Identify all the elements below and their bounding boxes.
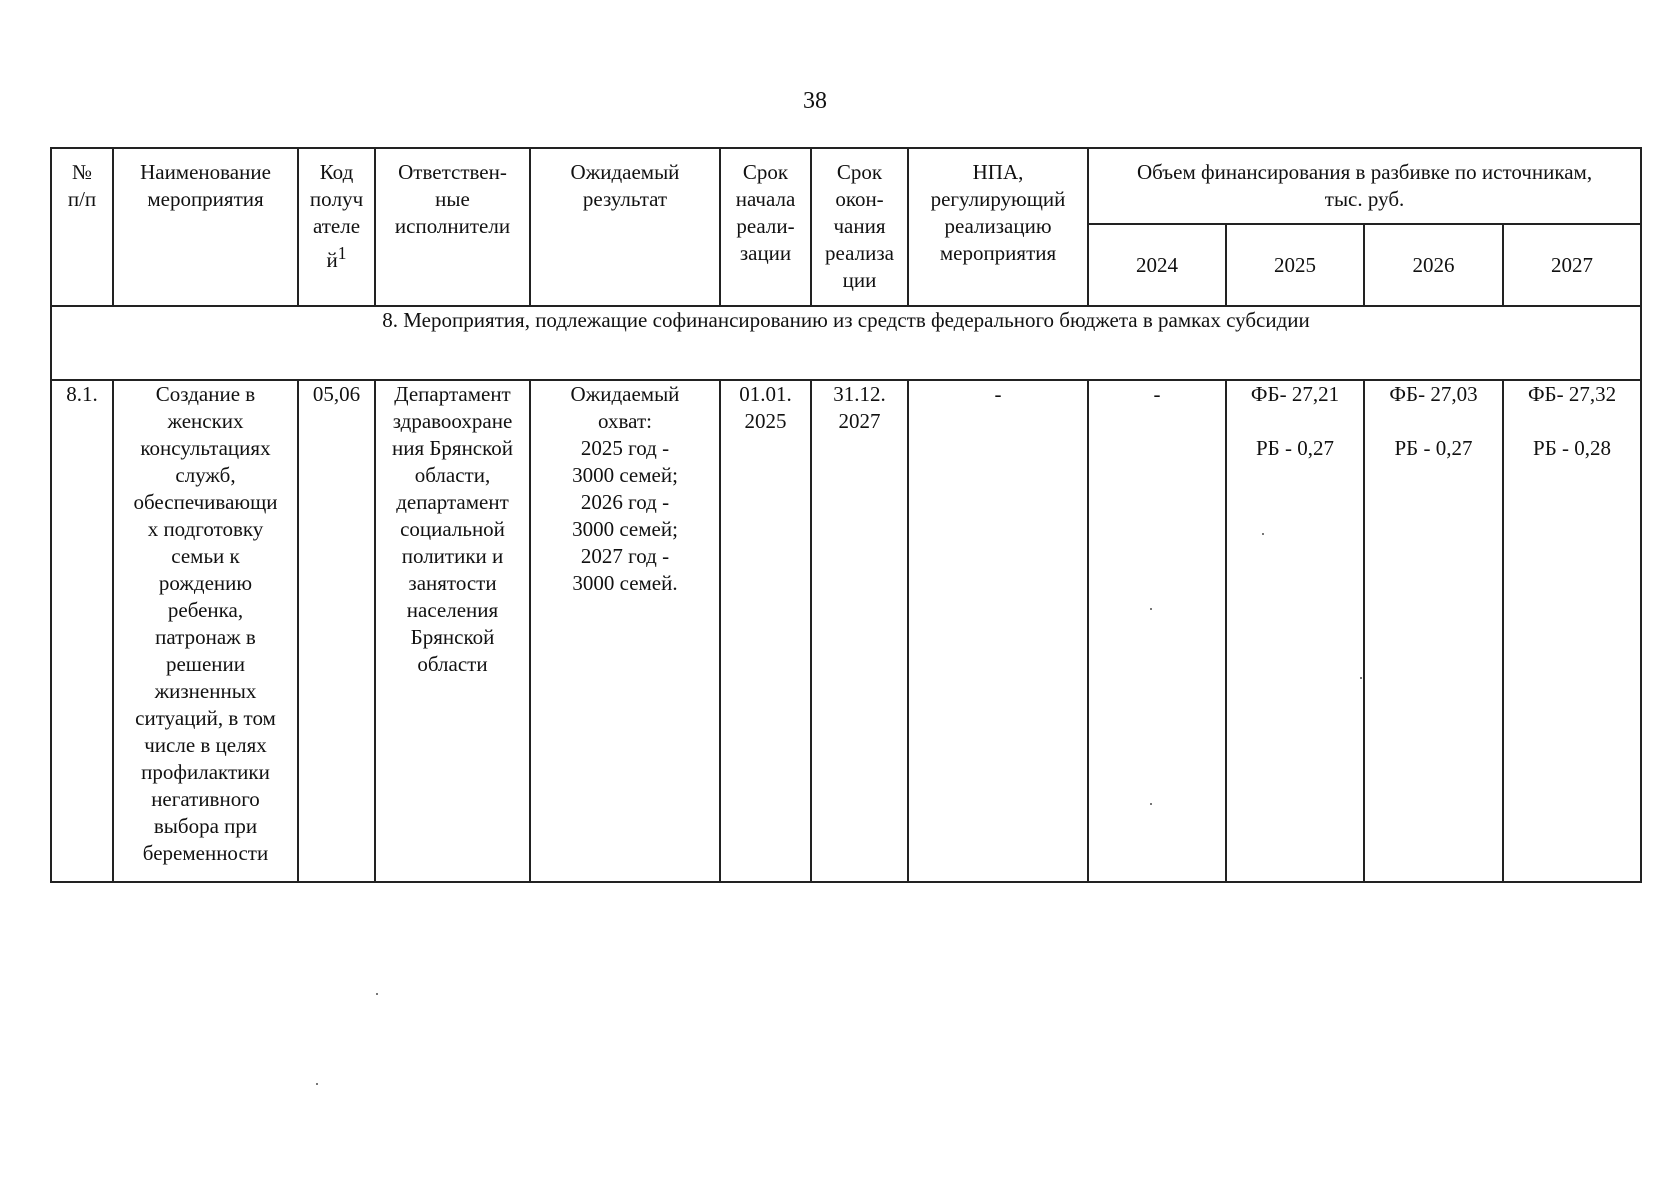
- row-2027-rb: РБ - 0,28: [1533, 436, 1611, 460]
- header-name: Наименование мероприятия: [113, 148, 298, 306]
- row-executors: Департамент здравоохране ния Брянской области, департамент социальной политики и занятости населения Брянской области: [375, 380, 530, 882]
- scan-speck: [1150, 608, 1152, 610]
- funding-table: [50, 147, 1642, 883]
- scan-speck: [1262, 533, 1264, 535]
- scan-speck: [376, 993, 378, 995]
- header-result: Ожидаемый результат: [530, 148, 720, 306]
- row-result: Ожидаемый охват: 2025 год - 3000 семей; 2026 год - 3000 семей; 2027 год - 3000 семей.: [530, 380, 720, 882]
- row-name: Создание в женских консультациях служб, обеспечивающи х подготовку семьи к рождению ребенка, патронаж в решении жизненных ситуаций, в том числе в целях профилактики негативного выбора при беременности: [113, 380, 298, 882]
- section-row: [51, 306, 1641, 380]
- header-row: [51, 148, 1641, 224]
- header-end: Срок окон- чания реализа ции: [811, 148, 908, 306]
- scan-speck: [316, 1083, 318, 1085]
- header-year-2024: 2024: [1088, 224, 1226, 306]
- row-2026-fb: ФБ- 27,03: [1389, 382, 1478, 406]
- row-num: 8.1.: [51, 380, 113, 882]
- header-funding: Объем финансирования в разбивке по источникам, тыс. руб.: [1088, 148, 1641, 224]
- header-start: Срок начала реали- зации: [720, 148, 811, 306]
- page-number: 38: [803, 88, 827, 114]
- table-row: [51, 380, 1641, 882]
- row-2024: -: [1088, 380, 1226, 882]
- row-2027-fb: ФБ- 27,32: [1527, 382, 1617, 406]
- row-start: 01.01. 2025: [720, 380, 811, 882]
- row-2025: [1226, 380, 1364, 882]
- row-2026-rb: РБ - 0,27: [1394, 436, 1473, 460]
- row-npa: -: [908, 380, 1088, 882]
- header-code: [298, 148, 375, 306]
- header-num: № п/п: [51, 148, 113, 306]
- row-2027: [1503, 380, 1641, 882]
- scan-speck: [1150, 803, 1152, 805]
- header-code-footnote: 1: [337, 243, 347, 263]
- scan-speck: [1360, 677, 1362, 679]
- header-year-2025: 2025: [1226, 224, 1364, 306]
- row-2025-fb: ФБ- 27,21: [1250, 382, 1340, 406]
- section-title: 8. Мероприятия, подлежащие софинансированию из средств федерального бюджета в рамках субсидии: [51, 306, 1641, 380]
- header-npa: НПА, регулирующий реализацию мероприятия: [908, 148, 1088, 306]
- row-2026: [1364, 380, 1503, 882]
- row-2025-rb: РБ - 0,27: [1256, 436, 1334, 460]
- header-code-text: Код пoлуч ателе й: [309, 160, 364, 272]
- header-year-2027: 2027: [1503, 224, 1641, 306]
- header-year-2026: 2026: [1364, 224, 1503, 306]
- row-code: 05,06: [298, 380, 375, 882]
- row-end: 31.12. 2027: [811, 380, 908, 882]
- header-executors: Ответствен- ные исполнители: [375, 148, 530, 306]
